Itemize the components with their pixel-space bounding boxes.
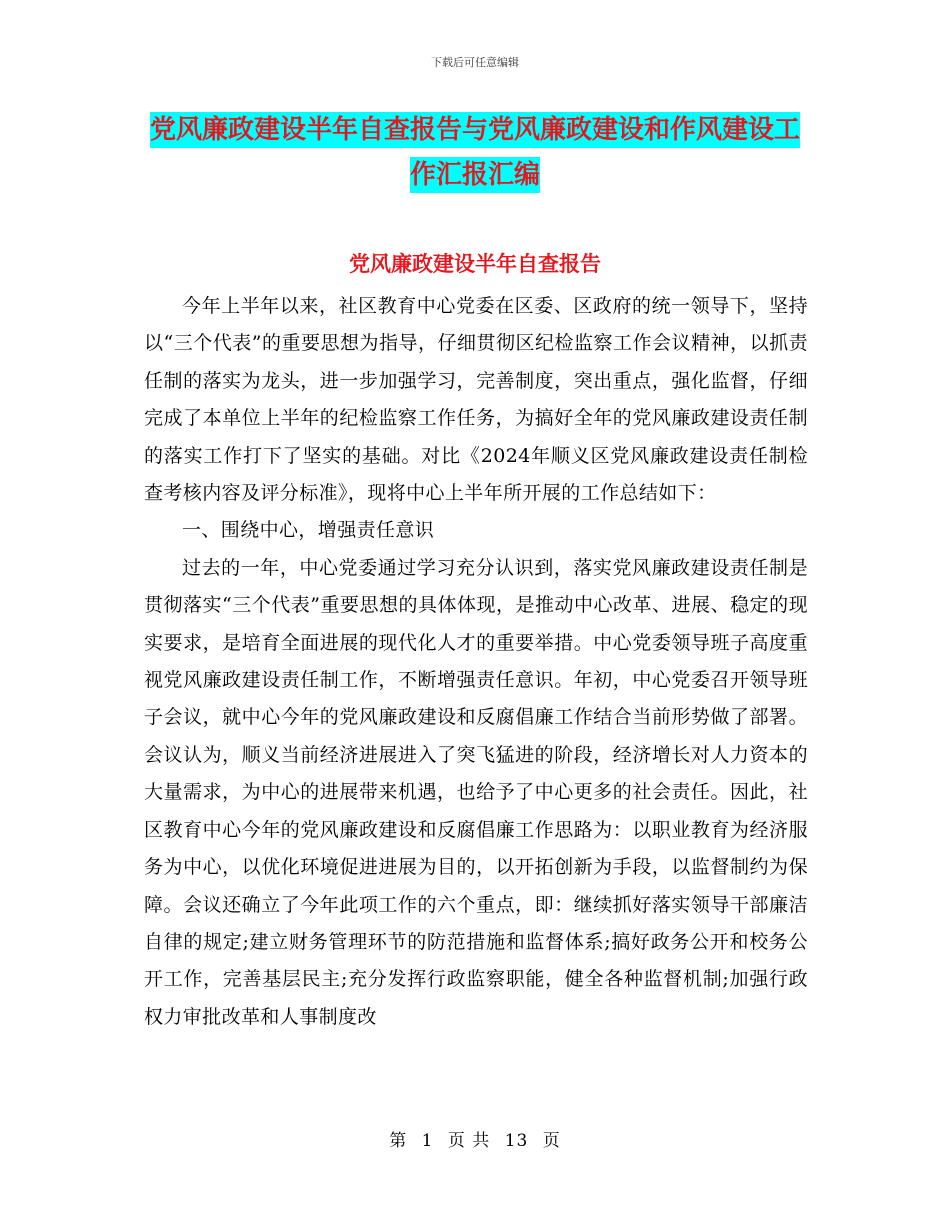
- page-footer: [0, 1126, 950, 1151]
- paragraph-body-1: 过去的一年，中心党委通过学习充分认识到，落实党风廉政建设责任制是贯彻落实“三个代表”重要思想的具体体现，是推动中心改革、进展、稳定的现实要求，是培育全面进展的现代化人才的重要举措。中心党委领导班子高度重视党风廉政建设责任制工作，不断增强责任意识。年初，中心党委召开领导班子会议，就中心今年的党风廉政建设和反腐倡廉工作结合当前形势做了部署。会议认为，顺义当前经济进展进入了突飞猛进的阶段，经济增长对人力资本的大量需求，为中心的进展带来机遇，也给予了中心更多的社会责任。因此，社区教育中心今年的党风廉政建设和反腐倡廉工作思路为：以职业教育为经济服务为中心，以优化环境促进进展为目的，以开拓创新为手段，以监督制约为保障。会议还确立了今年此项工作的六个重点，即：继续抓好落实领导干部廉洁自律的规定;建立财务管理环节的防范措施和监督体系;搞好政务公开和校务公开工作，完善基层民主;充分发挥行政监察职能，健全各种监督机制;加强行政权力审批改革和人事制度改: [144, 556, 808, 1028]
- document-title-text: 党风廉政建设半年自查报告与党风廉政建设和作风建设工作汇报汇编: [150, 112, 800, 193]
- footer-prefix: 第: [389, 1131, 408, 1151]
- section-title: 党风廉政建设半年自查报告: [349, 252, 601, 276]
- document-body: [144, 288, 808, 1036]
- header-note: 下载后可任意编辑: [431, 56, 519, 69]
- paragraph-heading-1: 一、围绕中心，增强责任意识: [182, 519, 435, 542]
- page-total: 13: [504, 1131, 529, 1151]
- paragraph-intro: 今年上半年以来，社区教育中心党委在区委、区政府的统一领导下，坚持以“三个代表”的重要思想为指导，仔细贯彻区纪检监察工作会议精神，以抓责任制的落实为龙头，进一步加强学习，完善制度，突出重点，强化监督，仔细完成了本单位上半年的纪检监察工作任务，为搞好全年的党风廉政建设责任制的落实工作打下了坚实的基础。对比《2024年顺义区党风廉政建设责任制检查考核内容及评分标准》，现将中心上半年所开展的工作总结如下：: [144, 295, 808, 505]
- footer-suffix: 页: [542, 1131, 561, 1151]
- document-title: [150, 108, 800, 198]
- footer-middle: 页 共: [447, 1131, 491, 1151]
- page-number: 1: [421, 1131, 434, 1151]
